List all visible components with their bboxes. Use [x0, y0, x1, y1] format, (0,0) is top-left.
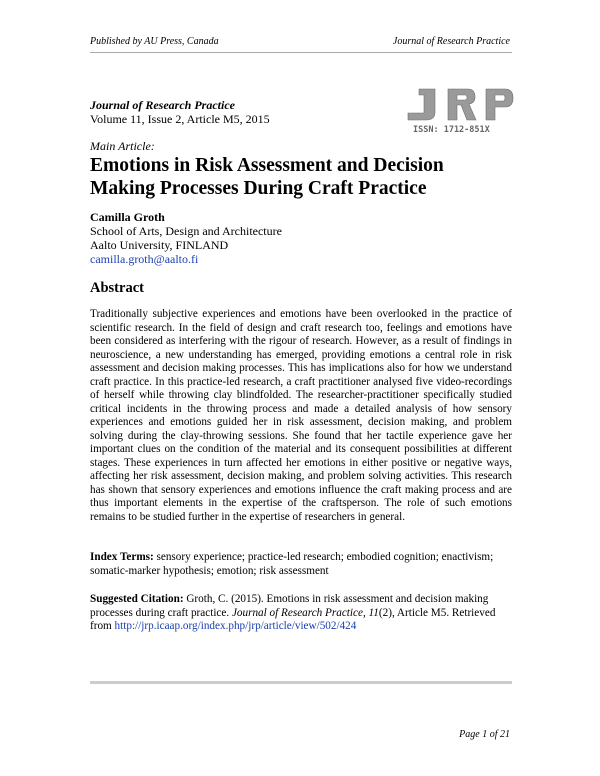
title-line-1: Emotions in Risk Assessment and Decision	[90, 155, 444, 176]
author-info	[90, 210, 282, 266]
abstract-heading: Abstract	[90, 280, 144, 296]
title-line-2: Making Processes During Craft Practice	[90, 178, 427, 199]
journal-info	[90, 98, 270, 126]
jrp-logo	[405, 86, 515, 136]
index-terms-text: sensory experience; practice-led research; embodied cognition; enactivism; somatic-marker hypothesis; emotion; risk assessment	[90, 551, 494, 577]
citation-text-2: (2), Article M5. Retrieved from	[90, 606, 496, 632]
citation-url-link[interactable]: http://jrp.icaap.org/index.php/jrp/article/view/502/424	[114, 620, 357, 632]
citation-label: Suggested Citation:	[90, 593, 184, 605]
issn-text: ISSN: 1712-851X	[413, 125, 490, 135]
suggested-citation	[90, 593, 512, 634]
running-header-journal: Journal of Research Practice	[392, 36, 510, 47]
article-type: Main Article:	[90, 139, 155, 153]
running-header-publisher: Published by AU Press, Canada	[90, 36, 219, 47]
citation-journal: Journal of Research Practice, 11	[231, 606, 379, 619]
header-divider	[90, 52, 512, 53]
page-number: Page 1 of 21	[459, 729, 510, 740]
journal-name: Journal of Research Practice	[90, 98, 235, 112]
author-affiliation-2: Aalto University, FINLAND	[90, 238, 229, 252]
author-email-link[interactable]: camilla.groth@aalto.fi	[90, 252, 199, 266]
volume-line: Volume 11, Issue 2, Article M5, 2015	[90, 112, 270, 126]
index-terms	[90, 551, 512, 578]
index-terms-label: Index Terms:	[90, 551, 154, 563]
footer-divider	[90, 681, 512, 684]
abstract-text: Traditionally subjective experiences and emotions have been overlooked in the practice of scientific research. In the field of design and craft research too, feelings and emotions have been considered as interfering with the rigour of research. However, as a result of findings in neuroscience, a new understanding has emerged, providing emotions a central role in risk assessment and decision making processes. This has implications also for how we understand craft practice. In this practice-led research, a craft practitioner analysed five video-recordings of herself while throwing clay blindfolded. The researcher-practitioner specifically studied critical incidents in the throwing process and made a detailed analysis of how sensory experiences and emotions guided her in risk assessment, decision making, and problem solving during the clay-throwing sessions. She found that her tactile experience gave her important clues on the condition of the material and its consequent possibilities at different stages. These experiences in turn affected her emotions in either positive or negative ways, affecting her risk assessment, decision making, and problem solving activities. This research has shown that sensory experiences and emotions influence the craft making process and are thus important elements in the expertise of the craftsperson. The role of such emotions remains to be studied further in the expertise of researchers in general.	[90, 308, 512, 523]
article-title	[90, 154, 530, 200]
author-affiliation-1: School of Arts, Design and Architecture	[90, 224, 282, 238]
author-name: Camilla Groth	[90, 210, 165, 224]
citation-text-1: Groth, C. (2015). Emotions in risk assessment and decision making processes during craft practice.	[90, 593, 489, 619]
